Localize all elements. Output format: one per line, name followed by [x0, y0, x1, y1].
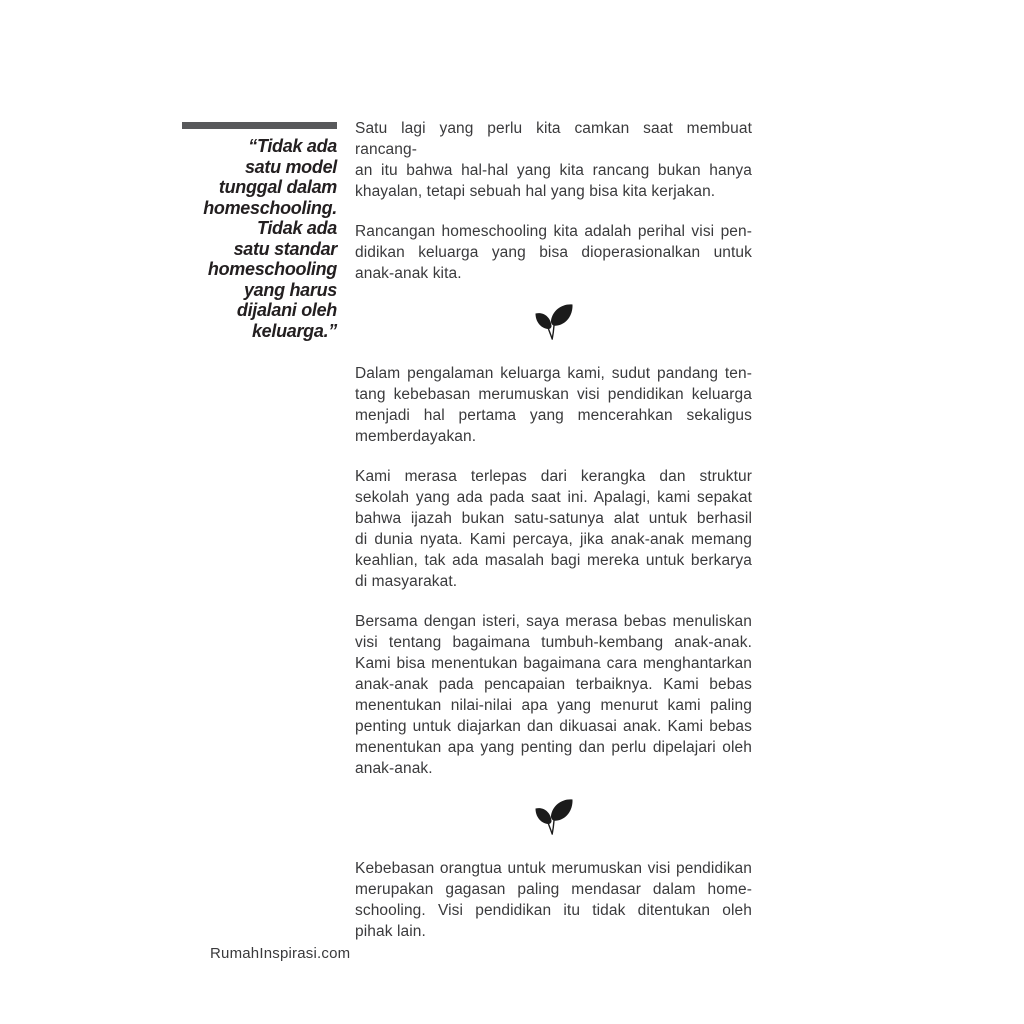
pull-quote-line: satu model	[244, 156, 337, 177]
paragraph-line: bahwa ijazah bukan satu-satunya alat untuk berhasil	[355, 510, 752, 527]
paragraph	[355, 858, 752, 942]
paragraph-line: menentukan nilai-nilai apa yang menurut kami paling	[355, 697, 752, 714]
pull-quote-line: homeschooling.	[203, 197, 337, 218]
paragraph-line: schooling. Visi pendidikan itu tidak ditentukan oleh	[355, 902, 752, 919]
paragraph-line: di masyarakat.	[355, 573, 458, 590]
pull-quote-line: tunggal dalam	[218, 177, 337, 197]
paragraph	[355, 611, 752, 779]
paragraph-line: khayalan, tetapi sebuah hal yang bisa kita kerjakan.	[355, 183, 716, 200]
paragraph-line: anak-anak.	[355, 760, 433, 777]
pull-quote-line: homeschooling	[207, 259, 337, 279]
paragraph-line: Satu lagi yang perlu kita camkan saat membuat rancang-	[355, 120, 752, 158]
sprout-ornament-icon	[355, 303, 752, 340]
paragraph	[355, 118, 752, 202]
pull-quote-line: satu standar	[233, 238, 337, 259]
paragraph-line: menentukan apa yang penting dan perlu dipelajari oleh	[355, 739, 752, 756]
paragraph-line: an itu bahwa hal-hal yang kita rancang bukan hanya	[355, 162, 752, 179]
paragraph-line: Rancangan homeschooling kita adalah perihal visi pen-	[355, 223, 752, 240]
paragraph-line: didikan keluarga yang bisa dioperasionalkan untuk	[355, 244, 752, 261]
paragraph-line: Bersama dengan isteri, saya merasa bebas menuliskan	[355, 613, 752, 630]
paragraph-line: visi tentang bagaimana tumbuh-kembang anak-anak.	[355, 634, 752, 651]
paragraph-line: memberdayakan.	[355, 428, 477, 445]
pull-quote-line: “Tidak ada	[248, 136, 337, 156]
paragraph-line: Kebebasan orangtua untuk merumuskan visi pendidikan	[355, 860, 752, 877]
paragraph-line: tang kebebasan merumuskan visi pendidikan keluarga	[355, 386, 752, 403]
body-sections	[355, 118, 752, 961]
paragraph-line: pihak lain.	[355, 923, 426, 940]
pull-quote-line: keluarga.”	[251, 320, 337, 341]
paragraph-line: Dalam pengalaman keluarga kami, sudut pandang ten-	[355, 365, 752, 382]
footer-site-name: RumahInspirasi.com	[210, 945, 351, 962]
paragraph	[355, 466, 752, 592]
paragraph	[355, 363, 752, 447]
paragraph-line: menjadi hal pertama yang mencerahkan sekaligus	[355, 407, 752, 424]
paragraph-line: keahlian, tak ada masalah bagi mereka untuk berkarya	[355, 552, 752, 569]
paragraph	[355, 221, 752, 284]
paragraph-line: merupakan gagasan paling mendasar dalam home-	[355, 881, 752, 898]
pull-quote-line: Tidak ada	[256, 218, 337, 238]
paragraph-line: anak-anak pada pencapaian terbaiknya. Kami bebas	[355, 676, 752, 693]
pull-quote-line: dijalani oleh	[236, 300, 337, 320]
paragraph-line: sekolah yang ada pada saat ini. Apalagi, kami sepakat	[355, 489, 752, 506]
paragraph-line: di dunia nyata. Kami percaya, jika anak-anak memang	[355, 531, 752, 548]
paragraph-line: Kami bisa menentukan bagaimana cara menghantarkan	[355, 655, 752, 672]
pull-quote-line: yang harus	[243, 279, 337, 300]
pull-quote-text	[182, 136, 337, 341]
paragraph-line: Kami merasa terlepas dari kerangka dan struktur	[355, 468, 752, 485]
sprout-ornament-icon	[355, 798, 752, 835]
pull-quote-block	[182, 122, 337, 341]
paragraph-line: penting untuk diajarkan dan dikuasai anak. Kami bebas	[355, 718, 752, 735]
quote-divider-bar	[182, 122, 337, 129]
paragraph-line: anak-anak kita.	[355, 265, 462, 282]
